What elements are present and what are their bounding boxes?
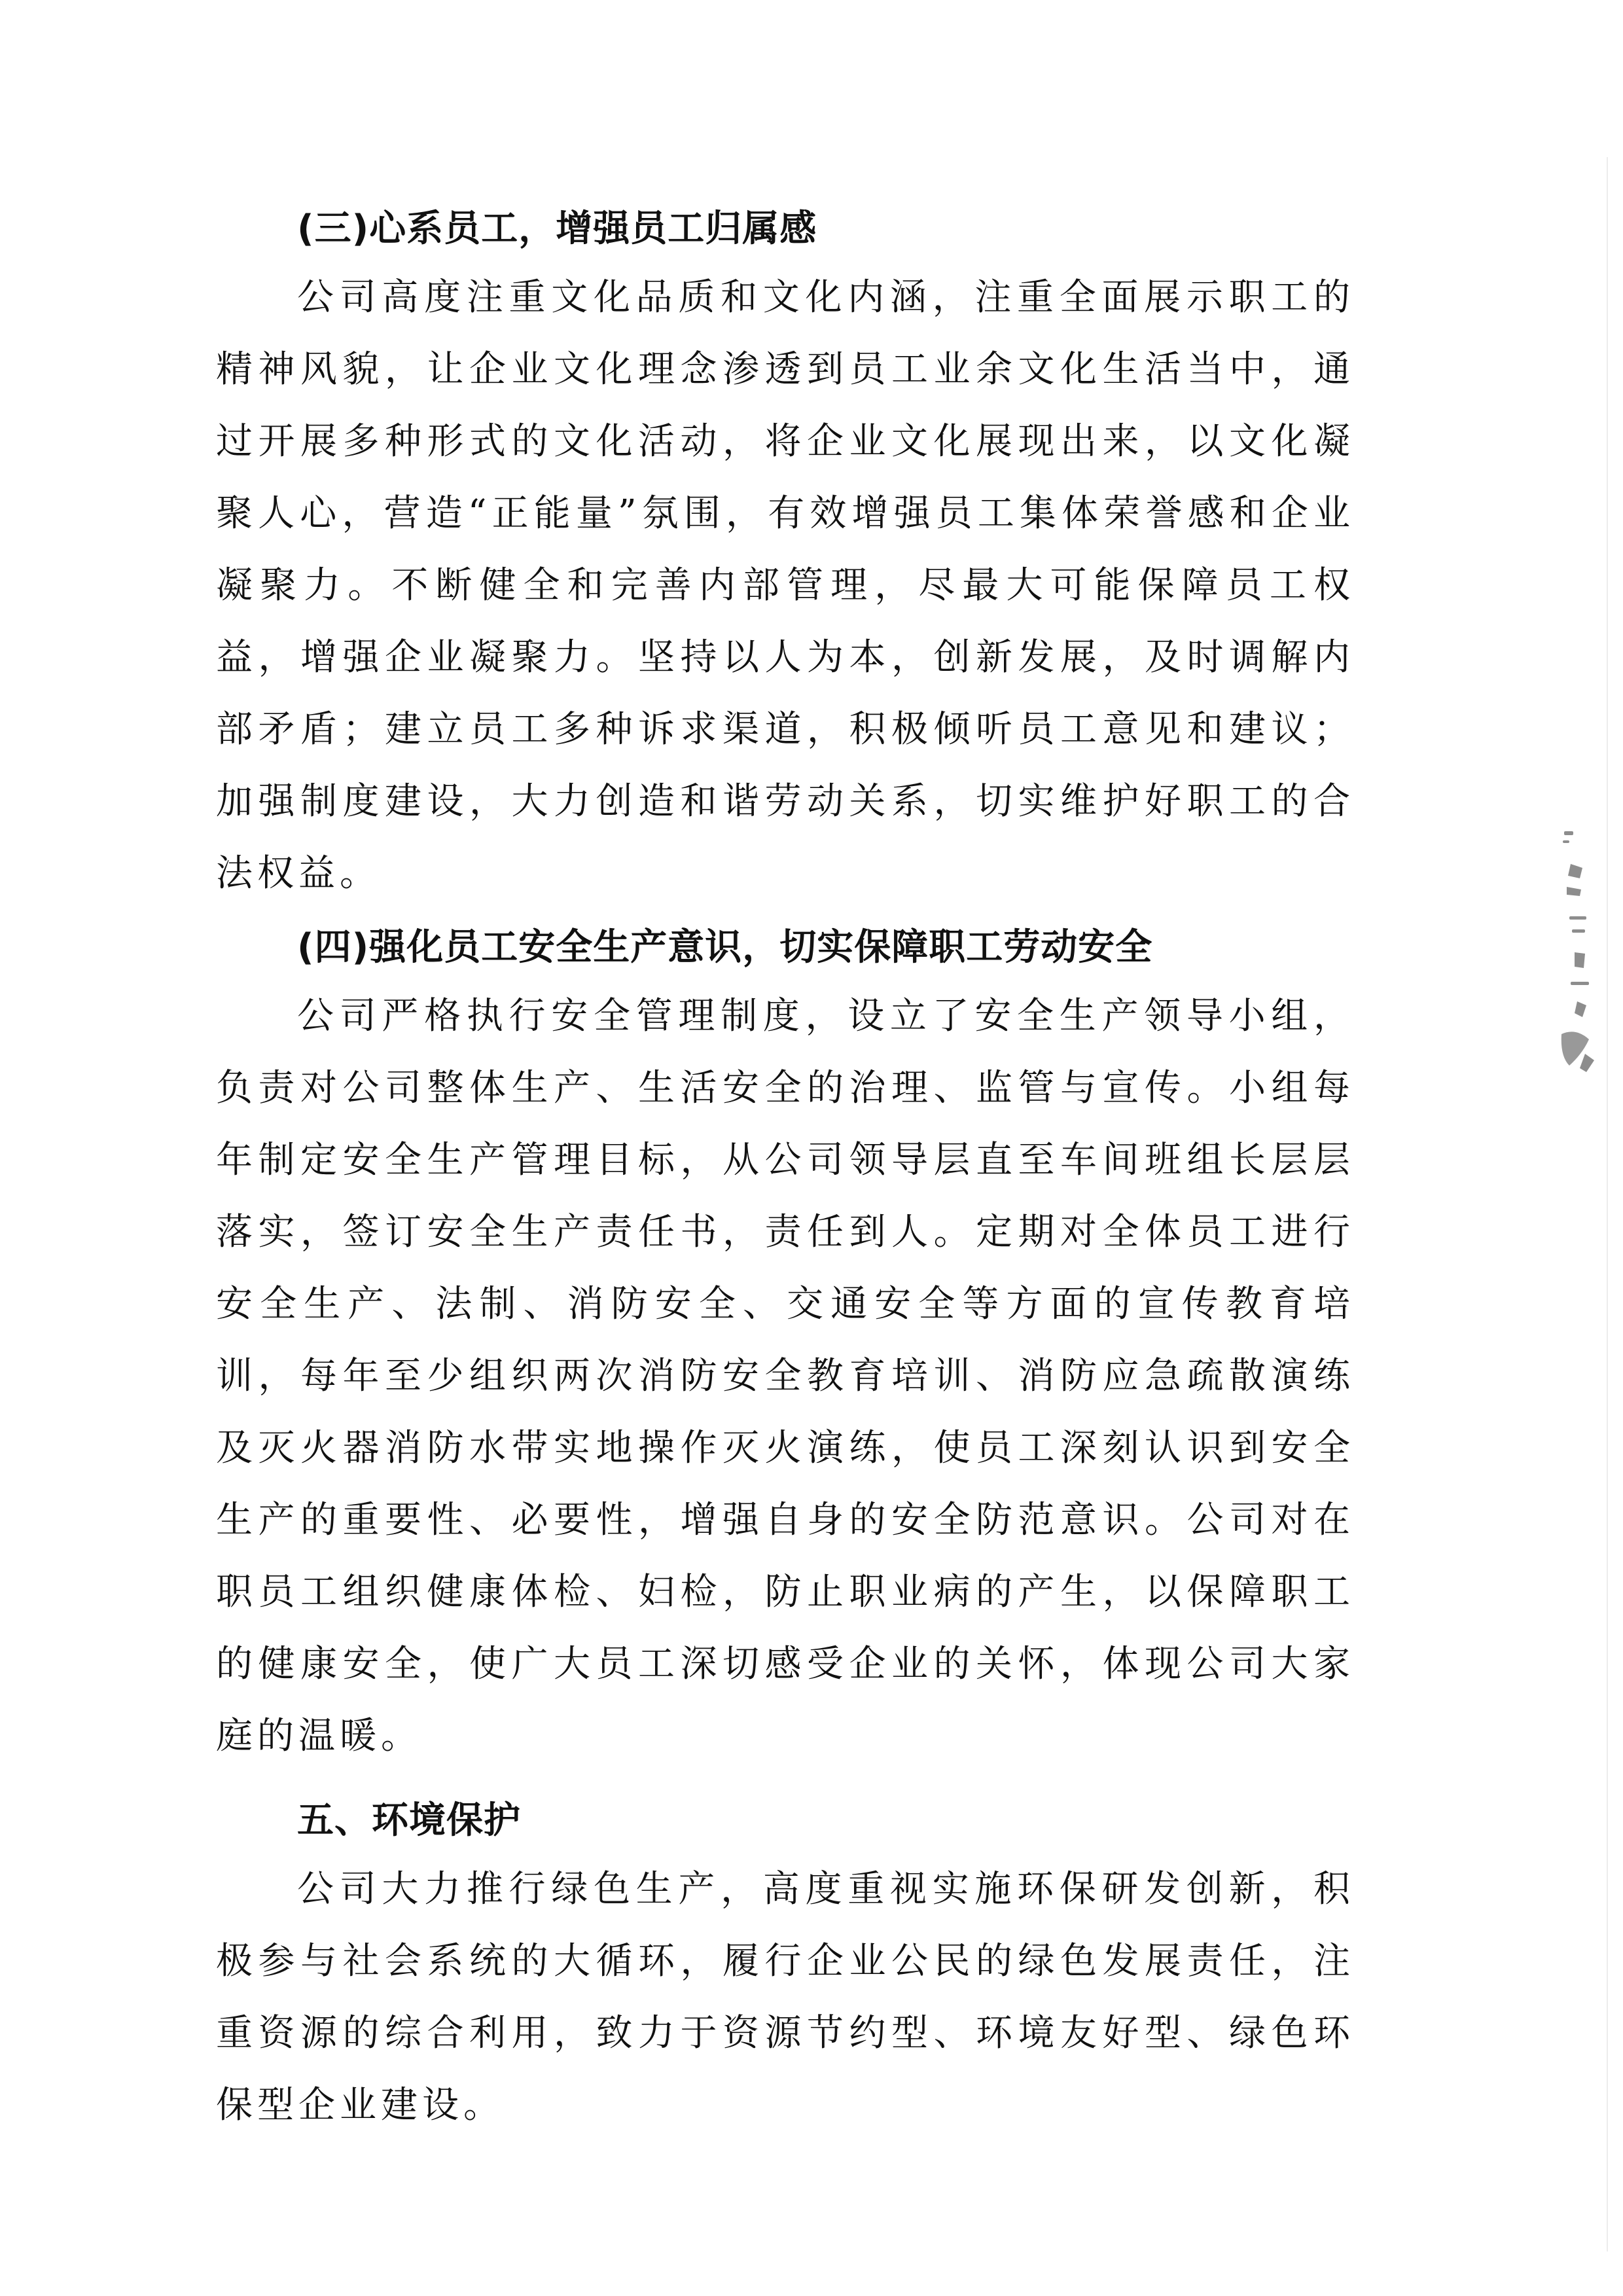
section-4 xyxy=(216,915,1355,1772)
seal-fragment-icon xyxy=(1525,818,1623,1106)
section-heading: 五、环境保护 xyxy=(297,1799,521,1842)
section-heading: (四)强化员工安全生产意识，切实保障职工劳动安全 xyxy=(297,926,1153,969)
section-5 xyxy=(216,1788,1355,2142)
scan-edge-line xyxy=(1607,157,1608,2251)
section-paragraph: 公司大力推行绿色生产，高度重视实施环保研发创新，积极参与社会系统的大循环，履行企业公民的绿色发展责任，注重资源的综合利用，致力于资源节约型、环境友好型、绿色环保型企业建设。 xyxy=(216,1868,1355,2126)
section-paragraph: 公司高度注重文化品质和文化内涵，注重全面展示职工的精神风貌，让企业文化理念渗透到员工业余文化生活当中，通过开展多种形式的文化活动，将企业文化展现出来，以文化凝聚人心，营造“正能量”氛围，有效增强员工集体荣誉感和企业凝聚力。不断健全和完善内部管理，尽最大可能保障员工权益，增强企业凝聚力。坚持以人为本，创新发展，及时调解内部矛盾；建立员工多种诉求渠道，积极倾听员工意见和建议；加强制度建设，大力创造和谐劳动关系，切实维护好职工的合法权益。 xyxy=(216,276,1355,895)
seal-fragment xyxy=(1525,818,1623,1106)
section-heading: (三)心系员工，增强员工归属感 xyxy=(297,207,817,250)
section-3 xyxy=(216,196,1355,910)
document-body xyxy=(216,196,1355,2142)
section-paragraph: 公司严格执行安全管理制度，设立了安全生产领导小组，负责对公司整体生产、生活安全的治理、监管与宣传。小组每年制定安全生产管理目标，从公司领导层直至车间班组长层层落实，签订安全生产责任书，责任到人。定期对全体员工进行安全生产、法制、消防安全、交通安全等方面的宣传教育培训，每年至少组织两次消防安全教育培训、消防应急疏散演练及灭火器消防水带实地操作灭火演练，使员工深刻认识到安全生产的重要性、必要性，增强自身的安全防范意识。公司对在职员工组织健康体检、妇检，防止职业病的产生，以保障职工的健康安全，使广大员工深切感受企业的关怀，体现公司大家庭的温暖。 xyxy=(216,995,1355,1757)
